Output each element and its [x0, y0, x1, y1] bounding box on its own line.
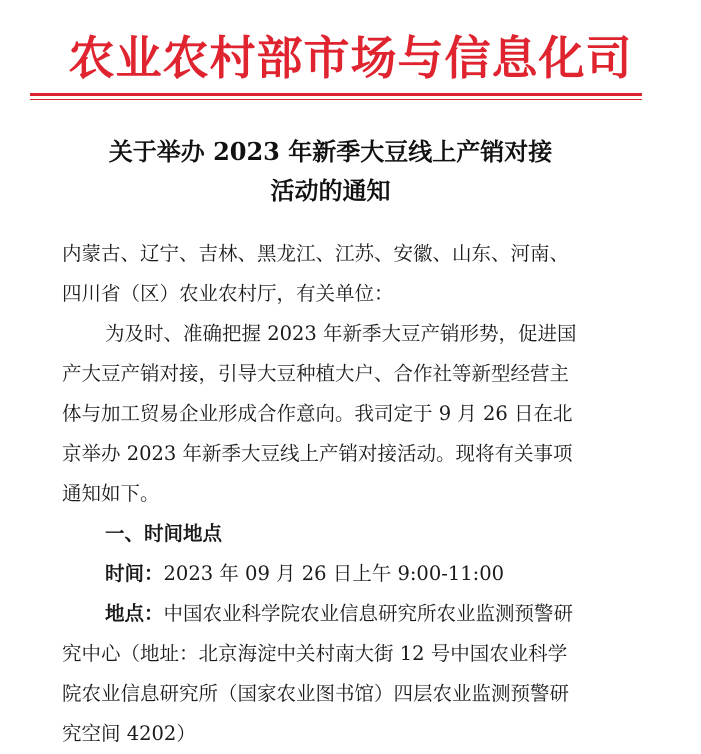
body-line-3: 体与加工贸易企业形成合作意向。我司定于 9 月 26 日在北	[62, 402, 573, 425]
place-line-2: 究中心（地址：北京海淀中关村南大街 12 号中国农业科学	[62, 642, 568, 665]
place-line-1: 中国农业科学院农业信息研究所农业监测预警研	[163, 602, 574, 625]
body-line-5: 通知如下。	[62, 482, 160, 505]
addressee-line-1: 内蒙古、辽宁、吉林、黑龙江、江苏、安徽、山东、河南、	[62, 242, 570, 265]
place-row	[62, 594, 622, 634]
masthead-org-name: 农业农村部市场与信息化司	[68, 31, 633, 85]
body-line-2: 产大豆产销对接，引导大豆种植大户、合作社等新型经营主	[62, 362, 570, 385]
document-title-line-2: 活动的通知	[270, 176, 391, 205]
body-line-1: 为及时、准确把握 2023 年新季大豆产销形势，促进国	[105, 322, 577, 345]
masthead-red-rule-thin	[30, 99, 642, 100]
time-label: 时间：	[105, 562, 164, 585]
time-value: 2023 年 09 月 26 日上午 9:00-11:00	[163, 562, 505, 585]
masthead-red-rule-thick	[30, 93, 642, 96]
place-line-4: 究空间 4202）	[62, 722, 196, 745]
section-heading-time-place: 一、时间地点	[105, 522, 223, 545]
document-title-line-1: 关于举办 2023 年新季大豆线上产销对接	[108, 137, 553, 166]
place-label: 地点：	[105, 602, 164, 625]
place-line-3: 院农业信息研究所（国家农业图书馆）四层农业监测预警研	[62, 682, 570, 705]
time-row	[62, 554, 622, 594]
document-body	[62, 234, 622, 754]
addressee-line-2: 四川省（区）农业农村厅，有关单位：	[62, 282, 394, 305]
body-line-4: 京举办 2023 年新季大豆线上产销对接活动。现将有关事项	[62, 442, 573, 465]
